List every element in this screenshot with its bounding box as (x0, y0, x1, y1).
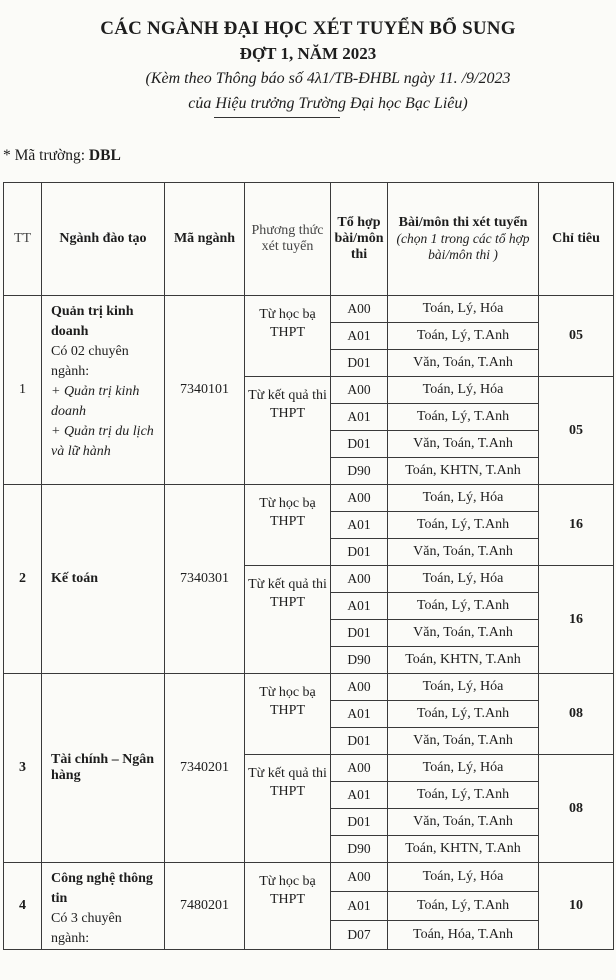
decorative-underline (214, 117, 340, 118)
cell-subjects: Toán, Lý, Hóa (388, 755, 539, 782)
cell-quota: 05 (539, 296, 614, 377)
cell-subjects: Văn, Toán, T.Anh (388, 350, 539, 377)
cell-major (42, 674, 165, 863)
header-method: Phương thức xét tuyển (245, 183, 331, 296)
cell-subjects: Toán, Lý, T.Anh (388, 782, 539, 809)
cell-combo-code: A00 (331, 296, 388, 323)
cell-tt: 4 (4, 863, 42, 950)
cell-admission-method: Từ kết quả thi THPT (245, 566, 331, 674)
document-subtitle: ĐỢT 1, NĂM 2023 (239, 44, 377, 63)
cell-combo-code: A01 (331, 404, 388, 431)
cell-admission-method: Từ kết quả thi THPT (245, 377, 331, 485)
major-name: Kế toán (51, 571, 99, 586)
cell-subjects: Văn, Toán, T.Anh (388, 809, 539, 836)
cell-combo-code: D90 (331, 647, 388, 674)
cell-combo-code: D07 (331, 921, 388, 950)
cell-subjects: Văn, Toán, T.Anh (388, 431, 539, 458)
table-header-row (4, 183, 614, 296)
school-code (3, 147, 121, 165)
header-major: Ngành đào tạo (42, 183, 165, 296)
cell-quota: 16 (539, 485, 614, 566)
header-code: Mã ngành (165, 183, 245, 296)
header-subjects-title: Bài/môn thi xét tuyển (398, 215, 528, 230)
cell-subjects: Toán, Lý, T.Anh (388, 512, 539, 539)
specialization-item: + Quản trị kinh doanh (51, 384, 140, 419)
major-note: Có 02 chuyên ngành: (51, 344, 129, 379)
cell-major-code: 7340101 (165, 296, 245, 485)
cell-combo-code: A00 (331, 755, 388, 782)
cell-admission-method: Từ học bạ THPT (245, 485, 331, 566)
cell-subjects: Toán, KHTN, T.Anh (388, 458, 539, 485)
cell-combo-code: D01 (331, 350, 388, 377)
cell-subjects: Toán, Lý, Hóa (388, 566, 539, 593)
cell-combo-code: D01 (331, 728, 388, 755)
cell-combo-code: A01 (331, 892, 388, 921)
cell-subjects: Toán, Hóa, T.Anh (388, 921, 539, 950)
cell-combo-code: A00 (331, 377, 388, 404)
header-combo: Tổ hợp bài/môn thi (331, 183, 388, 296)
cell-combo-code: D01 (331, 539, 388, 566)
majors-table (3, 182, 614, 950)
header-tt: TT (4, 183, 42, 296)
cell-admission-method: Từ học bạ THPT (245, 296, 331, 377)
cell-admission-method: Từ học bạ THPT (245, 674, 331, 755)
cell-major-code: 7340301 (165, 485, 245, 674)
cell-subjects: Toán, Lý, Hóa (388, 674, 539, 701)
cell-subjects: Toán, KHTN, T.Anh (388, 647, 539, 674)
major-note: Có 3 chuyên ngành: (51, 911, 122, 946)
cell-combo-code: D01 (331, 431, 388, 458)
reference-note-line2: của Hiệu trưởng Trường Đại học Bạc Liêu) (188, 95, 468, 112)
cell-combo-code: A00 (331, 863, 388, 892)
cell-combo-code: A00 (331, 674, 388, 701)
cell-quota: 08 (539, 674, 614, 755)
header-subjects-note: (chọn 1 trong các tổ hợp bài/môn thi ) (396, 231, 530, 262)
cell-subjects: Toán, KHTN, T.Anh (388, 836, 539, 863)
cell-admission-method: Từ kết quả thi THPT (245, 755, 331, 863)
cell-subjects: Toán, Lý, Hóa (388, 863, 539, 892)
cell-quota: 08 (539, 755, 614, 863)
cell-combo-code: D01 (331, 620, 388, 647)
cell-subjects: Văn, Toán, T.Anh (388, 539, 539, 566)
reference-note-line1: (Kèm theo Thông báo số 4λ1/TB-ĐHBL ngày 11. /9/2023 (145, 70, 511, 87)
major-name: Quản trị kinh doanh (51, 304, 134, 339)
major-name: Tài chính – Ngân hàng (51, 752, 155, 783)
cell-combo-code: D01 (331, 809, 388, 836)
table-row (4, 863, 614, 892)
cell-combo-code: D90 (331, 458, 388, 485)
cell-subjects: Toán, Lý, T.Anh (388, 404, 539, 431)
cell-quota: 05 (539, 377, 614, 485)
school-code-label: * Mã trường: (3, 147, 86, 164)
cell-tt: 3 (4, 674, 42, 863)
table-row (4, 296, 614, 323)
cell-quota: 10 (539, 863, 614, 950)
cell-combo-code: A01 (331, 512, 388, 539)
header-subjects (388, 183, 539, 296)
header-quota: Chỉ tiêu (539, 183, 614, 296)
cell-subjects: Văn, Toán, T.Anh (388, 728, 539, 755)
cell-combo-code: A00 (331, 566, 388, 593)
cell-major-code: 7340201 (165, 674, 245, 863)
cell-subjects: Toán, Lý, Hóa (388, 485, 539, 512)
cell-subjects: Toán, Lý, Hóa (388, 296, 539, 323)
cell-subjects: Văn, Toán, T.Anh (388, 620, 539, 647)
cell-combo-code: D90 (331, 836, 388, 863)
cell-major (42, 863, 165, 950)
major-name: Công nghệ thông tin (51, 871, 153, 906)
cell-tt: 2 (4, 485, 42, 674)
cell-combo-code: A00 (331, 485, 388, 512)
cell-major-code: 7480201 (165, 863, 245, 950)
document-title: CÁC NGÀNH ĐẠI HỌC XÉT TUYỂN BỔ SUNG (100, 18, 516, 39)
table-row (4, 674, 614, 701)
cell-subjects: Toán, Lý, Hóa (388, 377, 539, 404)
specialization-item: + Quản trị du lịch và lữ hành (51, 424, 154, 459)
cell-major (42, 296, 165, 485)
cell-subjects: Toán, Lý, T.Anh (388, 593, 539, 620)
cell-tt: 1 (4, 296, 42, 485)
cell-subjects: Toán, Lý, T.Anh (388, 701, 539, 728)
cell-subjects: Toán, Lý, T.Anh (388, 892, 539, 921)
cell-subjects: Toán, Lý, T.Anh (388, 323, 539, 350)
cell-major (42, 485, 165, 674)
cell-combo-code: A01 (331, 323, 388, 350)
table-row (4, 485, 614, 512)
school-code-value: DBL (88, 147, 121, 164)
cell-quota: 16 (539, 566, 614, 674)
cell-admission-method: Từ học bạ THPT (245, 863, 331, 950)
cell-combo-code: A01 (331, 593, 388, 620)
cell-combo-code: A01 (331, 701, 388, 728)
cell-combo-code: A01 (331, 782, 388, 809)
